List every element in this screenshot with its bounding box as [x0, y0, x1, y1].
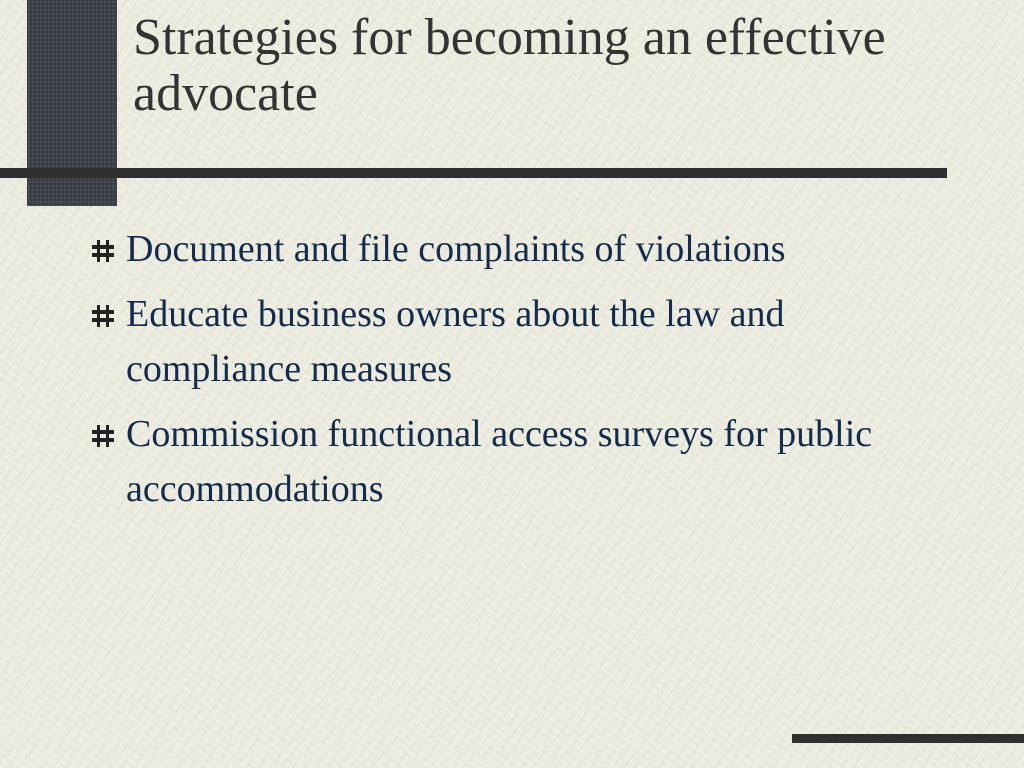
- bullet-item: [90, 287, 950, 397]
- hash-bullet-icon: [90, 423, 116, 449]
- bullet-list: [90, 222, 950, 527]
- title-rule: [0, 168, 947, 178]
- slide-title: Strategies for becoming an effective advocate: [133, 9, 886, 122]
- hash-bullet-icon: [90, 303, 116, 329]
- bullet-text: Commission functional access surveys for public accommodations: [126, 413, 873, 510]
- bullet-item: [90, 222, 950, 277]
- bullet-text: Educate business owners about the law and compliance measures: [126, 293, 785, 390]
- bullet-text: Document and file complaints of violations: [126, 228, 786, 270]
- hash-bullet-icon: [90, 238, 116, 264]
- bullet-item: [90, 407, 950, 517]
- bottom-rule: [792, 734, 1024, 743]
